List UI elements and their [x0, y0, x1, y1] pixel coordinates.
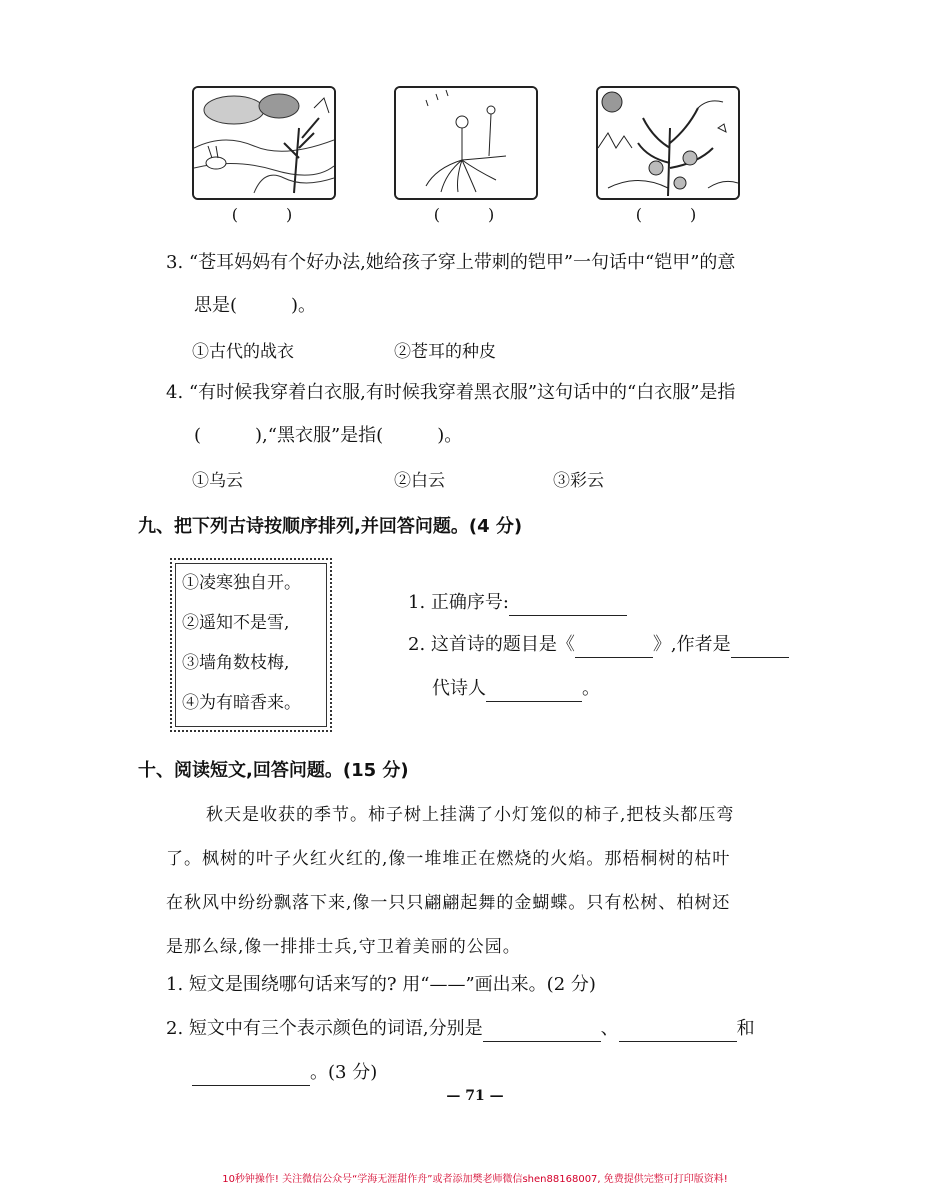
sec9-q2-period: 。 [582, 678, 600, 699]
passage-line-3: 在秋风中纷纷飘落下来,像一只只翩翩起舞的金蝴蝶。只有松树、柏树还 [166, 893, 731, 913]
poem-line-4: ④为有暗香来。 [182, 693, 301, 713]
poem-line-3: ③墙角数枝梅, [182, 653, 290, 673]
color-word-blank-2[interactable] [619, 1021, 737, 1042]
poem-dynasty-blank[interactable] [731, 637, 789, 658]
sec10-q2-and: 和 [736, 1018, 755, 1039]
picture-answer-paren-1[interactable]: ( ) [231, 205, 293, 224]
poem-box [170, 558, 332, 732]
picture-answer-paren-2[interactable]: ( ) [433, 205, 495, 224]
poem-line-1: ①凌寒独自开。 [182, 573, 301, 593]
q3-line2: 思是( )。 [194, 295, 317, 316]
passage-line-4: 是那么绿,像一排排士兵,守卫着美丽的公园。 [166, 937, 521, 957]
q4-option-1[interactable]: ①乌云 [192, 471, 243, 491]
q3-option-2[interactable]: ②苍耳的种皮 [394, 342, 496, 362]
promo-banner-text: 10秒钟操作! 关注微信公众号“学海无涯甜作舟”或者添加樊老师微信shen88168007, 免费提供完整可打印版资料! [222, 1174, 728, 1185]
poem-title-blank[interactable] [575, 637, 653, 658]
picture-dandelion [394, 86, 538, 200]
passage-line-1: 秋天是收获的季节。柿子树上挂满了小灯笼似的柿子,把枝头都压弯 [206, 805, 735, 825]
poet-name-blank[interactable] [486, 681, 582, 702]
sec9-q2-poet-label: 代诗人 [432, 678, 486, 699]
sec10-q2 [166, 1016, 755, 1042]
q4-line1: 4. “有时候我穿着白衣服,有时候我穿着黑衣服”这句话中的“白衣服”是指 [166, 382, 736, 403]
sec10-q1: 1. 短文是围绕哪句话来写的? 用“——”画出来。(2 分) [166, 974, 596, 995]
sec9-q1 [408, 590, 627, 616]
dandelion-icon [396, 88, 536, 198]
q4-option-3[interactable]: ③彩云 [553, 471, 604, 491]
poem-line-2: ②遥知不是雪, [182, 613, 290, 633]
picture-answer-paren-3[interactable]: ( ) [635, 205, 697, 224]
sec10-q2-score: 。(3 分) [310, 1062, 378, 1083]
q4-option-2[interactable]: ②白云 [394, 471, 445, 491]
cocklebur-plant-icon [598, 88, 738, 198]
sec9-q1-label: 1. 正确序号: [408, 592, 509, 613]
color-word-blank-1[interactable] [483, 1021, 601, 1042]
q3-line1: 3. “苍耳妈妈有个好办法,她给孩子穿上带刺的铠甲”一句话中“铠甲”的意 [166, 252, 736, 273]
sec9-q2-cont [432, 676, 600, 702]
picture-forest-rabbit [192, 86, 336, 200]
q4-line2: ( ),“黑衣服”是指( )。 [194, 425, 463, 446]
color-word-blank-3[interactable] [192, 1065, 310, 1086]
passage-line-2: 了。枫树的叶子火红火红的,像一堆堆正在燃烧的火焰。那梧桐树的枯叶 [166, 849, 731, 869]
sec9-q2 [408, 632, 789, 658]
section-9-title: 九、把下列古诗按顺序排列,并回答问题。(4 分) [138, 516, 523, 537]
sec9-q2-label: 2. 这首诗的题目是《 [408, 634, 575, 655]
forest-rabbit-icon [194, 88, 334, 198]
sec9-q1-blank[interactable] [509, 595, 627, 616]
sec10-q2-comma: 、 [600, 1018, 619, 1039]
picture-cocklebur [596, 86, 740, 200]
page-number: — 71 — [446, 1088, 504, 1104]
q3-option-1[interactable]: ①古代的战衣 [192, 342, 294, 362]
sec10-q2-label: 2. 短文中有三个表示颜色的词语,分别是 [166, 1018, 483, 1039]
section-10-title: 十、阅读短文,回答问题。(15 分) [138, 760, 409, 781]
sec10-q2-cont [192, 1060, 377, 1086]
sec9-q2-author-label: 》,作者是 [652, 634, 731, 655]
